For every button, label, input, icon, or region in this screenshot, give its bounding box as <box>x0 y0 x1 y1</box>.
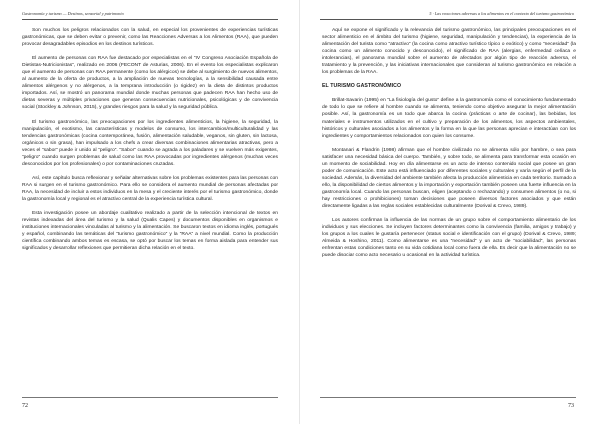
paragraph: Aquí se expone el significado y la relevancia del turismo gastronómico, las principales preocupaciones en el sector alimenticio en el ámbito del turismo (higiene, seguridad, manipulación y tendencias), la experiencia de la alimentación del turista como “atractivo” (la cocina como atractivo turístico típico o exótico) y como “necesidad” (la cocina como un alimento conocido y desconocido), el significado de RAA (alergias, enfermedad celíaca e intolerancias), el panorama mundial sobre el aumento de afectados por algún tipo de reacción adversa, el tratamiento y la prevención, y las iniciativas internacionales que consideran al turismo gastronómico en relación a los problemas de la RAA. <box>322 28 576 76</box>
footer-rule-left <box>22 397 278 398</box>
section-heading: EL TURISMO GASTRONÓMICO <box>322 83 402 90</box>
paragraph: Así, este capítulo busca reflexionar y señalar alternativas sobre los problemas existentes para las personas con RAA si surgen en el turismo gastronómico. Para ello se considera el aumento mundial de personas afectadas por RAA, la necesidad de incluir a estos individuos en la mesa y el creciente interés por el turismo gastronómico, donde la gastronomía local y regional es el atractivo central de la experiencia turística cultural. <box>22 175 278 202</box>
paragraph: Esta investigación posee un abordaje cualitativo realizado a partir de la selección intencional de textos en revistas indexadas del área del turismo y la salud (Qualis Capes) y documentos disponibles en organismos e instituciones internacionales vinculadas al turismo y la alimentación. Se buscaron textos en idioma inglés, portugués y español, combinando las temáticas del “turismo gastronómico” y la “RAA” a nivel mundial. Como la producción científica combinando ambos temas es escasa, se optó por buscar los temas en forma aislada para entender sus significados y desarrollar reflexiones que permitieran dicha relación en el texto. <box>22 211 278 252</box>
left-page-body <box>22 27 278 259</box>
page-number-right: 73 <box>568 403 574 409</box>
paragraph: Brillat-Savarin (1995) en “La fisiología del gusto” define a la gastronomía como el conocimiento fundamentado de todo lo que se refiere al hombre cuando se alimenta, teniendo como objetivo asegurar la mejor alimentación posible. Así, la gastronomía es un todo que abarca la cocina (prácticas o arte de cocinar), las bebidas, los materiales e instrumentos utilizados en el cultivo y preparación de los alimentos, los aspectos ambientales, históricos y culturales asociados a los alimentos y la forma en la que las personas aprecian e interactúan con los ingredientes y comportamientos relacionados con quien los consume. <box>322 98 576 139</box>
right-page-body <box>322 27 576 266</box>
page-number-left: 72 <box>22 403 28 409</box>
running-head-right: 5 · Las reacciones adversas a los alimentos en el contexto del turismo gastronómico <box>429 11 574 16</box>
header-rule-left <box>22 19 278 20</box>
header-rule-right <box>320 19 576 20</box>
right-page <box>300 0 600 424</box>
paragraph: El aumento de personas con RAA fue destacado por especialistas en el “IV Congreso Asociación Española de Dietistas-Nutricionistas”, realizado en 2006 (FECONT de Asturias, 2006). En el evento los especialistas explicaron que el aumento de personas con RAA permanente (como los alérgicos) se debe al surgimiento de nuevos alimentos, al aumento de la oferta de productos, a la ampliación de nuevas tecnologías, a la sensibilidad causada entre alimentos alérgenos y no alérgenos, a la temprana introducción (o rigidez) en la dieta de distintos productos importados. Así, se mostró un panorama mundial donde muchas personas que padecen RAA han hecho uso de dietas severas y múltiples privaciones que generan consecuencias nutricionales, psicológicas y de convivencia social (Stockley & Johnson, 2015), y grandes riesgos para la salud y la seguridad pública. <box>22 56 278 111</box>
paragraph: El turismo gastronómico, las preocupaciones por los ingredientes alimenticios, la higiene, la seguridad, la manipulación, el exotismo, las características y modelos de consumo, los intercambios/multiculturalidad y las tendencias gastronómicas (cocina contemporánea, fusión, alimentación saludable, veganos, sin gluten, sin lactosa, orgánicos o sin grasa), han impulsado a los chefs a crear diversas combinaciones alimentarias atractivas, pero a veces el “sabor” puede ir unido al “peligro”. “Sabor” cuando se agrada a los paladares y se vuelven más exigentes, “peligro” cuando surgen problemas de salud como las RAA provocadas por ingredientes alérgenos (muchas veces desconocidos por los profesionales) o por contaminaciones cruzadas. <box>22 119 278 167</box>
footer-rule-right <box>320 397 576 398</box>
paragraph: Los autores confirman la influencia de las normas de un grupo sobre el comportamiento alimentario de los individuos y sus elecciones. Se incluyen factores determinantes como la convivencia (familia, amigos y trabajo) y los grupos a los cuales le gustaría pertenecer (status social e identificación con el grupo) (Dorival & Crevo, 1989; Almeida & Hoshino, 2011). Como alimentarse es una “necesidad” y un acto de “sociabilidad”, las personas enfrentan estas condiciones tanto en su vida cotidiana local como fuera de ella. Es decir que la alimentación no se puede disociar como acto necesario u ocasional en la actividad turística. <box>322 218 576 259</box>
paragraph: Montanari & Flandrin (1998) afirman que el hombre civilizado no se alimenta sólo por hambre, o sea para satisfacer una necesidad básica del cuerpo. También, y sobre todo, se alimenta para transformar esta ocasión en un momento de sociabilidad. Hoy en día alimentarse es un acto de intenso contenido social que posee un gran poder de comunicación. Este acto está influenciado por diferentes sociales y culturales y varía según el perfil de la sociedad. Además, la diversidad del ambiente también afecta la producción alimenticia en cada territorio. Sumado a ello, la disponibilidad de ciertos alimentos y la importación y exportación también poseen una fuerte influencia en la gastronomía local. Cuando las personas buscan, eligen (aceptando o rechazando) y consumen alimentos (o no, si hay restricciones o prohibiciones) toman decisiones que poseen diversos factores asociados y que están directamente ligadas a las reglas sociales establecidas culturalmente (Dorival & Crevo, 1989). <box>322 147 576 210</box>
paragraph: Son muchos los peligros relacionados con la salud, en especial los provenientes de experiencias turísticas gastronómicas, que se deben evitar o prevenir, como las Reacciones Adversas a los Alimentos (RAA), que pueden provocar desagradables episodios en los destinos turísticos. <box>22 28 278 48</box>
running-head-left: Gastronomía y turismo — Destinos, sensorial y patrimonio <box>22 11 124 16</box>
